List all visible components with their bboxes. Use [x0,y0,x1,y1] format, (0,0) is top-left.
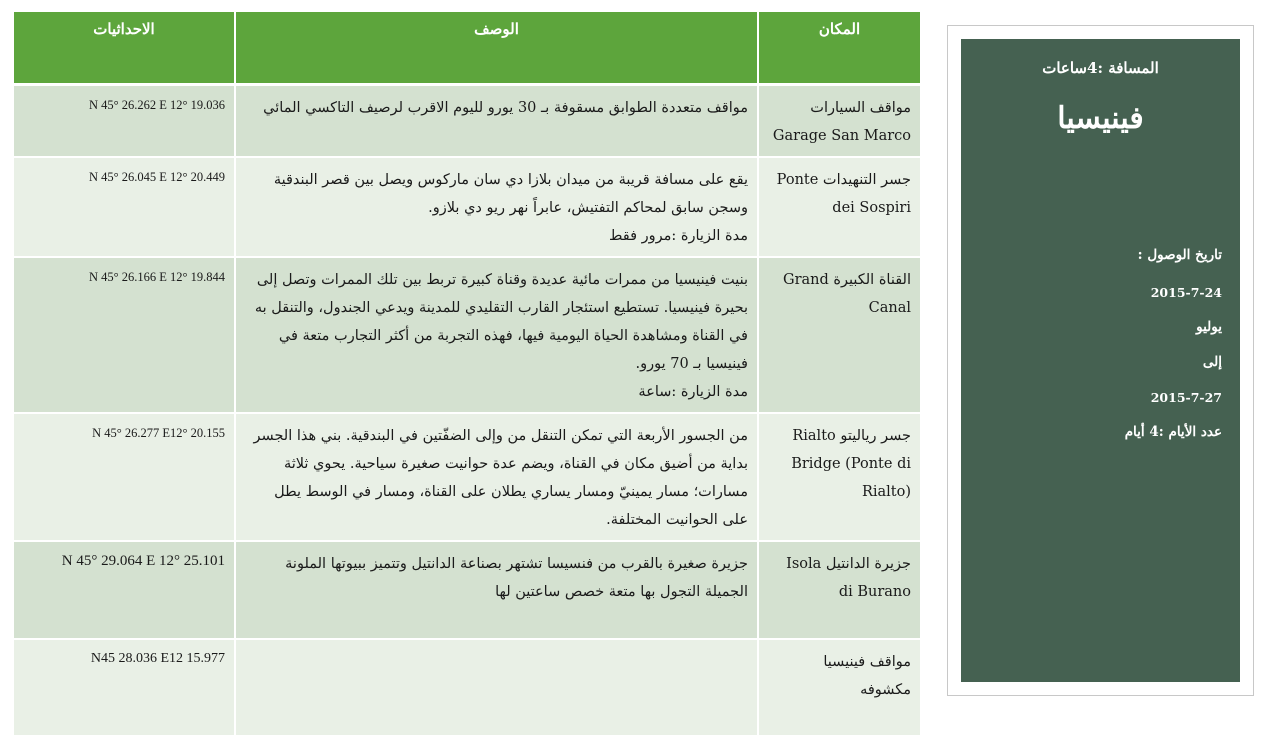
place-cell: مواقف السيارات Garage San Marco [758,85,921,158]
place-cell: جسر رياليتو Rialto Bridge (Ponte di Rialto) [758,413,921,541]
description-text: بنيت فينيسيا من ممرات مائية عديدة وقناة كبيرة تربط بين تلك الممرات وتصل إلى بحيرة فينيسيا. تستطيع استئجار القارب التقليدي للمدينة ويدعي الجندول، والتنقل به في القناة ومشاهدة الحياة اليومية فيها، فهذه التجربة من أكثر التجارب متعة في فينيسيا بـ 70 يورو. [254,272,748,372]
arrival-label: تاريخ الوصول : [1137,247,1222,263]
place-cell: جسر التنهيدات Ponte dei Sospiri [758,157,921,257]
coordinates-cell: N 45° 26.045 E 12° 20.449 [13,157,235,257]
description-cell [235,257,758,413]
description-cell [235,639,758,736]
coordinates-cell: N 45° 26.277 E12° 20.155 [13,413,235,541]
header-coordinates: الاحداثيات [13,12,235,85]
coordinates-cell: N 45° 29.064 E 12° 25.101 [13,541,235,639]
description-text: جزيرة صغيرة بالقرب من فنسيسا تشتهر بصناعة الدانتيل وتتميز ببيوتها الملونة الجميلة التجول بها متعة خصص ساعتين لها [285,556,748,600]
header-place: المكان [758,12,921,85]
trip-info-panel [961,39,1240,682]
days-count: عدد الأيام :4 أيام [1124,424,1222,440]
place-cell: القناة الكبيرة Grand Canal [758,257,921,413]
coordinates-cell: N 45° 26.166 E 12° 19.844 [13,257,235,413]
description-cell [235,413,758,541]
description-cell [235,541,758,639]
description-text: يقع على مسافة قريبة من ميدان بلازا دي سان ماركوس ويصل بين قصر البندقية وسجن سابق لمحاكم التفتيش، عابراً نهر ريو دي بلازو. [273,172,748,216]
table-row [13,639,921,736]
description-cell [235,85,758,158]
month-text: يوليو [1196,319,1222,335]
distance-text: المسافة :4ساعات [1042,59,1159,77]
visit-duration: مدة الزيارة :مرور فقط [609,228,748,244]
visit-duration: مدة الزيارة :ساعة [638,384,748,400]
description-text: مواقف متعددة الطوابق مسقوفة بـ 30 يورو لليوم الاقرب لرصيف التاكسي المائي [263,100,748,116]
end-date: 2015-7-27 [1150,390,1222,405]
table-row [13,413,921,541]
table-row [13,85,921,158]
city-title: فينيسيا [1057,101,1144,136]
place-cell: جزيرة الدانتيل Isola di Burano [758,541,921,639]
coordinates-cell: N 45° 26.262 E 12° 19.036 [13,85,235,158]
description-text: من الجسور الأربعة التي تمكن التنقل من وإلى الضفّتين في البندقية. بني هذا الجسر بداية من أضيق مكان في القناة، ويضم عدة حوانيت صغيرة سياحية. يحوي ثلاثة مسارات؛ مسار يمينيّ ومسار يساري يطلان على القناة، ومسار في الوسط يطل على الحوانيت المختلفة. [253,428,748,528]
place-cell: مواقف فينيسيا مكشوفه [758,639,921,736]
header-description: الوصف [235,12,758,85]
coordinates-cell: N45 28.036 E12 15.977 [13,639,235,736]
table-row [13,257,921,413]
start-date: 2015-7-24 [1150,285,1222,300]
table-row [13,541,921,639]
to-text: إلى [1202,354,1222,370]
table-header-row [13,12,921,85]
table-row [13,157,921,257]
description-cell [235,157,758,257]
itinerary-table [12,12,922,737]
